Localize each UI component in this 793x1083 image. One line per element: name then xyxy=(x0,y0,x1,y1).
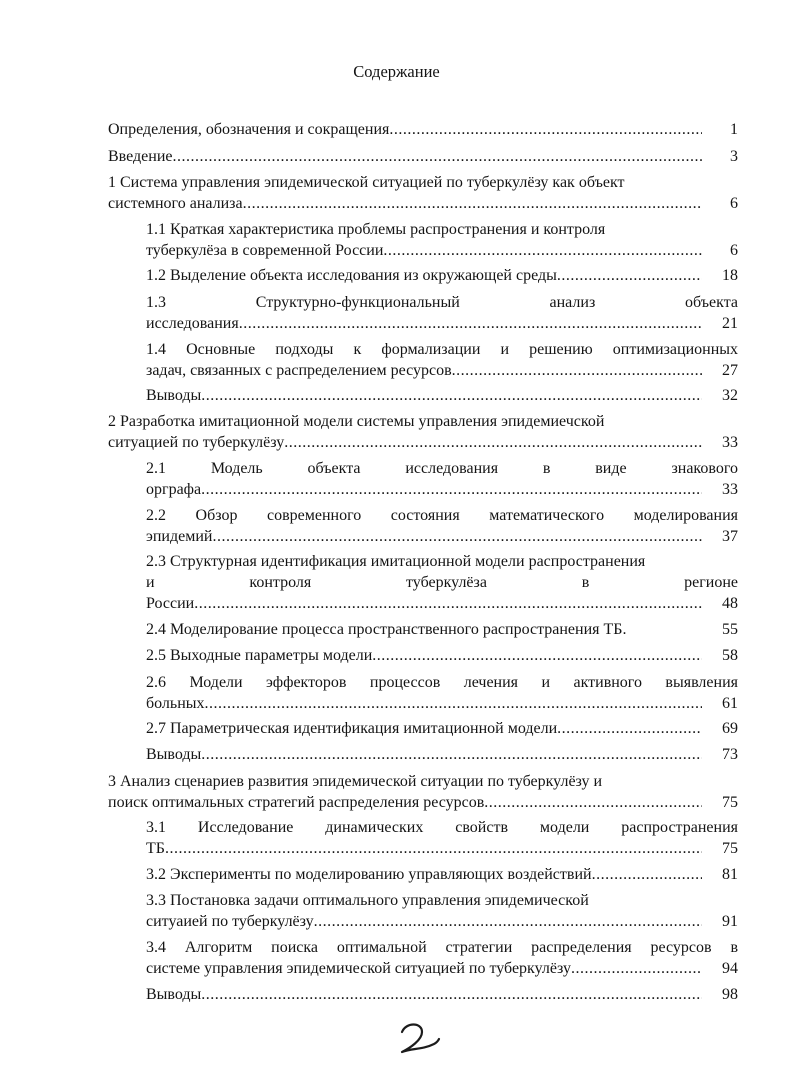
toc-page-number: 91 xyxy=(722,913,738,930)
toc-entry-text: 3.4 Алгоритм поиска оптимальной стратегии распределения ресурсов в xyxy=(146,939,738,956)
dot-leader xyxy=(212,526,702,547)
dot-leader xyxy=(201,479,702,500)
toc-entry-text: 1.1 Краткая характеристика проблемы распространения и контроля xyxy=(146,221,606,238)
toc-entry-text: 3.3 Постановка задачи оптимального управления эпидемической xyxy=(146,892,589,909)
dot-leader xyxy=(205,693,702,714)
toc-entry xyxy=(146,890,738,932)
toc-page-number: 69 xyxy=(722,720,738,737)
toc-page-number: 61 xyxy=(722,695,738,712)
toc-page-number: 33 xyxy=(722,481,738,498)
toc-entry-text: ТБ xyxy=(146,840,165,857)
toc-page-number: 55 xyxy=(722,621,738,638)
toc-page-number: 81 xyxy=(722,866,738,883)
toc-entry-last-line xyxy=(146,984,738,1005)
toc-entry-text: поиск оптимальных стратегий распределения ресурсов xyxy=(108,794,485,811)
toc-entry-text: 3.1 Исследование динамических свойств модели распространения xyxy=(146,819,738,836)
toc-entry-text: и контроля туберкулёза в регионе xyxy=(146,574,738,591)
toc-entry xyxy=(108,172,738,214)
toc-entry-last-line xyxy=(146,693,738,714)
toc-entry xyxy=(146,265,738,286)
dot-leader xyxy=(314,911,702,932)
toc-entry xyxy=(146,864,738,885)
dot-leader xyxy=(243,193,702,214)
toc-entry xyxy=(146,458,738,500)
toc-entry-last-line xyxy=(146,360,738,381)
toc-entry xyxy=(108,146,738,167)
toc-entry-text: орграфа xyxy=(146,481,202,498)
toc-entry xyxy=(146,984,738,1005)
toc-entry-text: задач, связанных с распределением ресурсов xyxy=(146,362,452,379)
dot-leader xyxy=(383,240,702,261)
toc-entry-text: 2.3 Структурная идентификация имитационной модели распространения xyxy=(146,553,646,570)
toc-page-number: 94 xyxy=(722,960,738,977)
dot-leader xyxy=(201,385,702,406)
toc-entry-text: Выводы xyxy=(146,986,202,1003)
toc-entry-text: системе управления эпидемической ситуацией по туберкулёзу xyxy=(146,960,571,977)
dot-leader xyxy=(557,718,702,739)
toc-entry-last-line xyxy=(108,193,738,214)
toc-entry-text: 1.4 Основные подходы к формализации и решению оптимизационных xyxy=(146,341,738,358)
toc-entry xyxy=(146,292,738,334)
dot-leader xyxy=(557,265,702,286)
toc-page-number: 73 xyxy=(722,746,738,763)
dot-leader xyxy=(201,984,702,1005)
handwritten-page-number xyxy=(392,1018,442,1058)
dot-leader xyxy=(239,313,702,334)
toc-page-number: 1 xyxy=(730,121,738,138)
toc-entry-last-line xyxy=(146,911,738,932)
toc-entry-last-line xyxy=(108,432,738,453)
toc-entry xyxy=(146,744,738,765)
toc-entry-text: Выводы xyxy=(146,746,202,763)
toc-entry-text: 3 Анализ сценариев развития эпидемической ситуации по туберкулёзу и xyxy=(108,773,603,790)
toc-page-number: 6 xyxy=(730,195,738,212)
dot-leader xyxy=(194,593,702,614)
toc-entry-last-line xyxy=(146,385,738,406)
dot-leader xyxy=(284,432,702,453)
toc-entry-text: 2 Разработка имитационной модели системы управления эпидемиечской xyxy=(108,413,605,430)
dot-leader xyxy=(165,838,702,859)
toc-page-number: 58 xyxy=(722,647,738,664)
toc-page-number: 6 xyxy=(730,242,738,259)
toc-entry-text: системного анализа xyxy=(108,195,243,212)
toc-entry xyxy=(146,619,738,640)
toc-page-number: 27 xyxy=(722,362,738,379)
toc-entry xyxy=(108,119,738,140)
toc-entry-last-line xyxy=(146,593,738,614)
toc-title: Содержание xyxy=(353,62,440,81)
toc-entry xyxy=(108,771,738,813)
toc-entry xyxy=(146,339,738,381)
toc-entry-text: 2.1 Модель объекта исследования в виде знакового xyxy=(146,460,738,477)
toc-page-number: 33 xyxy=(722,434,738,451)
toc-page-number: 3 xyxy=(730,148,738,165)
toc-page-number: 32 xyxy=(722,387,738,404)
toc-entry-last-line xyxy=(146,864,738,885)
dot-leader xyxy=(201,744,702,765)
dot-leader xyxy=(389,119,702,140)
toc-entry-text: ситуацией по туберкулёзу xyxy=(108,434,285,451)
toc-entry-text: Определения, обозначения и сокращения xyxy=(108,121,390,138)
toc-entry-last-line xyxy=(146,240,738,261)
toc-page-number: 48 xyxy=(722,595,738,612)
toc-entry xyxy=(146,219,738,261)
dot-leader xyxy=(452,360,702,381)
toc-entry-last-line xyxy=(146,744,738,765)
toc-entry-text: исследования xyxy=(146,315,239,332)
toc-entry-text: Введение xyxy=(108,148,173,165)
toc-entry-last-line xyxy=(146,958,738,979)
toc-entry xyxy=(146,505,738,547)
toc-entry-text: туберкулёза в современной России xyxy=(146,242,384,259)
toc-page-number: 18 xyxy=(722,267,738,284)
toc-entry-text: 2.4 Моделирование процесса пространственного распространения ТБ. xyxy=(146,621,627,638)
toc-entry-last-line xyxy=(146,645,738,666)
toc-entry-text: 2.6 Модели эффекторов процессов лечения и активного выявления xyxy=(146,674,738,691)
toc-entry-last-line xyxy=(146,479,738,500)
dot-leader xyxy=(173,146,703,167)
toc-entry-last-line xyxy=(146,619,738,640)
toc-entry xyxy=(146,817,738,859)
toc-entry-last-line xyxy=(108,146,738,167)
toc-entry xyxy=(146,551,738,614)
toc-entry-text: Выводы xyxy=(146,387,202,404)
toc-entry-text: ситуаией по туберкулёзу xyxy=(146,913,314,930)
toc-page-number: 98 xyxy=(722,986,738,1003)
toc-entry-text: России xyxy=(146,595,195,612)
toc-entry-text: 1.2 Выделение объекта исследования из окружающей среды xyxy=(146,267,557,284)
dot-leader xyxy=(484,792,702,813)
toc-entry-last-line xyxy=(146,526,738,547)
dot-leader xyxy=(372,645,702,666)
toc-entry-text: эпидемий xyxy=(146,528,213,545)
toc-entry-text: 1 Система управления эпидемической ситуацией по туберкулёзу как объект xyxy=(108,174,625,191)
toc-page-number: 75 xyxy=(722,840,738,857)
toc-entry-text: 2.7 Параметрическая идентификация имитационной модели xyxy=(146,720,558,737)
toc-entry-last-line xyxy=(146,718,738,739)
toc-entry xyxy=(146,672,738,714)
toc-entry-last-line xyxy=(146,313,738,334)
toc-entry-last-line xyxy=(108,119,738,140)
toc-entry-text: 3.2 Эксперименты по моделированию управляющих воздействий xyxy=(146,866,592,883)
toc-entry xyxy=(146,385,738,406)
toc-page-number: 37 xyxy=(722,528,738,545)
toc-page-number: 21 xyxy=(722,315,738,332)
dot-leader xyxy=(592,864,702,885)
toc-page-number: 75 xyxy=(722,794,738,811)
toc-entry-last-line xyxy=(108,792,738,813)
dot-leader xyxy=(571,958,702,979)
toc-entry-text: 2.5 Выходные параметры модели xyxy=(146,647,373,664)
toc-entry xyxy=(146,718,738,739)
toc-entry-last-line xyxy=(146,265,738,286)
toc-entry xyxy=(146,645,738,666)
toc-entry-text: 1.3 Структурно-функциональный анализ объекта xyxy=(146,294,738,311)
toc-entry-last-line xyxy=(146,838,738,859)
toc-entry xyxy=(108,411,738,453)
toc-entry xyxy=(146,937,738,979)
toc-entry-text: 2.2 Обзор современного состояния математического моделирования xyxy=(146,507,738,524)
toc-entry-text: больных xyxy=(146,695,205,712)
